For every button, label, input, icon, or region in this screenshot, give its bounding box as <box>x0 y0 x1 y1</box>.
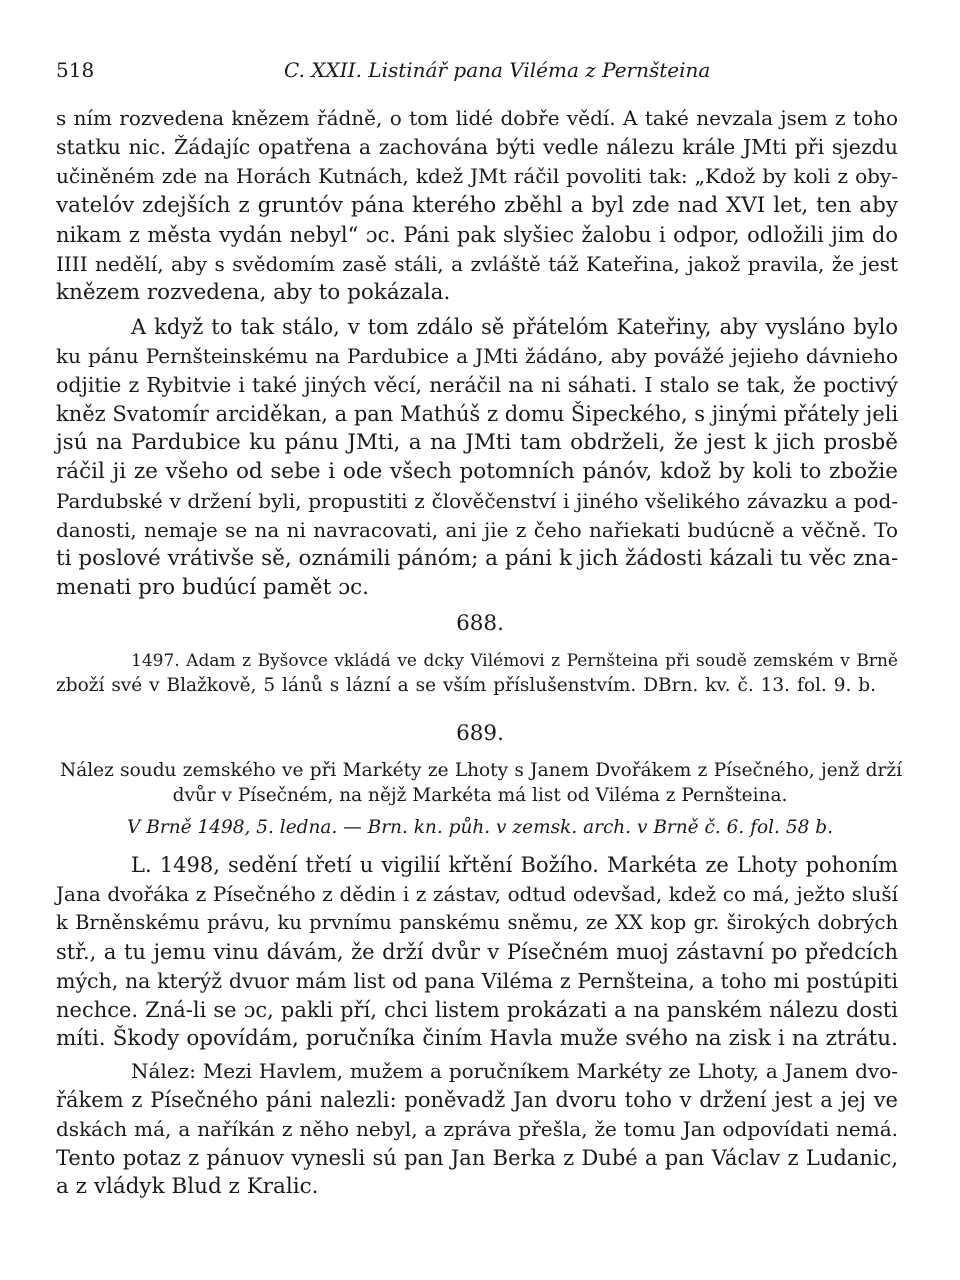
text-line: dskách má, a naříkán z něho nebyl, a zpráva přešla, že tomu Jan odpovídati nemá. <box>56 1117 898 1141</box>
text-line: nechce. Zná-li se ɔc, pakli pří, chci listem prokázati a na panském nálezu dosti <box>56 998 898 1022</box>
text-line: kněz Svatomír arciděkan, a pan Mathúš z domu Šipeckého, s jinými přátely jeli <box>56 402 899 426</box>
entry-source-note: V Brně 1498, 5. ledna. — Brn. kn. půh. v zemsk. arch. v Brně č. 6. fol. 58 b. <box>127 817 833 838</box>
text-line: L. 1498, sedění třetí u vigilií křtění Božího. Markéta ze Lhoty pohoním <box>131 853 898 877</box>
running-title: C. XXII. Listinář pana Viléma z Pernšteina <box>284 58 711 82</box>
text-line: ti poslové vrátivše sě, oznámili pánóm; a páni k jich žádosti kázali tu věc zna- <box>56 546 899 571</box>
text-line: jsú na Pardubice ku pánu JMti, a na JMti tam obdrželi, že jest k jich prosbě <box>56 430 898 455</box>
text-line: míti. Škody opovídám, poručníka činím Havla muže svého na zisk i na ztrátu. <box>56 1026 898 1051</box>
text-line: a z vládyk Blud z Kralic. <box>56 1174 319 1199</box>
text-line: statku nic. Žádajíc opatřena a zachována býti vedle nálezu krále JMti při sjezdu <box>56 135 898 159</box>
entry-summary-line: dvůr v Písečném, na nějž Markéta má list od Viléma z Pernšteina. <box>172 785 788 806</box>
text-line: k Brněnskému právu, ku prvnímu panskému sněmu, ze XX kop gr. širokých dobrých <box>56 911 898 934</box>
text-line: Nález: Mezi Havlem, mužem a poručníkem Markéty ze Lhoty, a Janem dvo- <box>131 1059 898 1083</box>
text-line: vatelóv zdejších z gruntóv pána kterého zběhl a byl zde nad XVI let, ten aby <box>56 193 898 218</box>
text-line: danosti, nemaje se na ni navracovati, ani jie z čeho nařiekati budúcně a věčně. To <box>56 518 898 542</box>
text-line: A když to tak stálo, v tom zdálo sě přátelóm Kateřiny, aby vysláno bylo <box>131 315 898 339</box>
text-line: mých, na kterýž dvuor mám list od pana Viléma z Pernšteina, a toho mi postúpiti <box>56 969 898 993</box>
entry-summary-line: zboží své v Blažkově, 5 lánů s lázní a se vším příslušenstvím. DBrn. kv. č. 13. fol. 9. b. <box>56 675 876 696</box>
entry-number: 689. <box>456 721 504 746</box>
text-line: knězem rozvedena, aby to pokázala. <box>56 280 451 305</box>
page-number: 518 <box>56 58 95 82</box>
text-line: řákem z Písečného páni nalezli: poněvadž Jan dvoru toho v držení jest a jej ve <box>56 1088 898 1112</box>
entry-number: 688. <box>456 611 504 636</box>
entry-summary-line: Nález soudu zemského ve při Markéty ze Lhoty s Janem Dvořákem z Písečného, jenž drží <box>60 760 902 781</box>
text-line: s ním rozvedena knězem řádně, o tom lidé dobře vědí. A také nevzala jsem z toho <box>56 106 898 130</box>
text-line: odjitie z Rybitvie i také jiných věcí, neráčil na ni sáhati. I stalo se tak, že poctivý <box>56 373 898 397</box>
text-line: IIII nedělí, aby s svědomím zasě stáli, a zvláště táž Kateřina, jakož pravila, že jest <box>56 252 898 276</box>
text-line: Tento potaz z pánuov vynesli sú pan Jan Berka z Dubé a pan Václav z Ludanic, <box>56 1146 898 1170</box>
text-line: nikam z města vydán nebyl“ ɔc. Páni pak slyšiec žalobu i odpor, odložili jim do <box>56 223 898 247</box>
text-line: stř., a tu jemu vinu dávám, že drží dvůr v Písečném muoj zástavní po předcích <box>56 940 898 964</box>
text-line: učiněném zde na Horách Kutnách, kdež JMt ráčil povoliti tak: „Kdož by koli z oby- <box>56 164 898 188</box>
text-line: Pardubské v držení byli, propustiti z člověčenství i jiného všelikého závazku a pod- <box>56 489 898 513</box>
entry-summary-line: 1497. Adam z Byšovce vkládá ve dcky Vilémovi z Pernšteina při soudě zemském v Brně <box>131 651 898 671</box>
text-line: Jana dvořáka z Písečného z dědin i z zástav, odtud odevšad, kdež co má, ježto sluší <box>56 882 898 906</box>
text-line: ku pánu Pernšteinskému na Pardubice a JMti žádáno, aby povážé jejieho dávnieho <box>56 344 898 368</box>
text-line: menati pro budúcí pamět ɔc. <box>56 575 369 600</box>
text-line: ráčil ji ze všeho od sebe i ode všech potomních pánóv, kdož by koli to zbožie <box>56 459 898 484</box>
